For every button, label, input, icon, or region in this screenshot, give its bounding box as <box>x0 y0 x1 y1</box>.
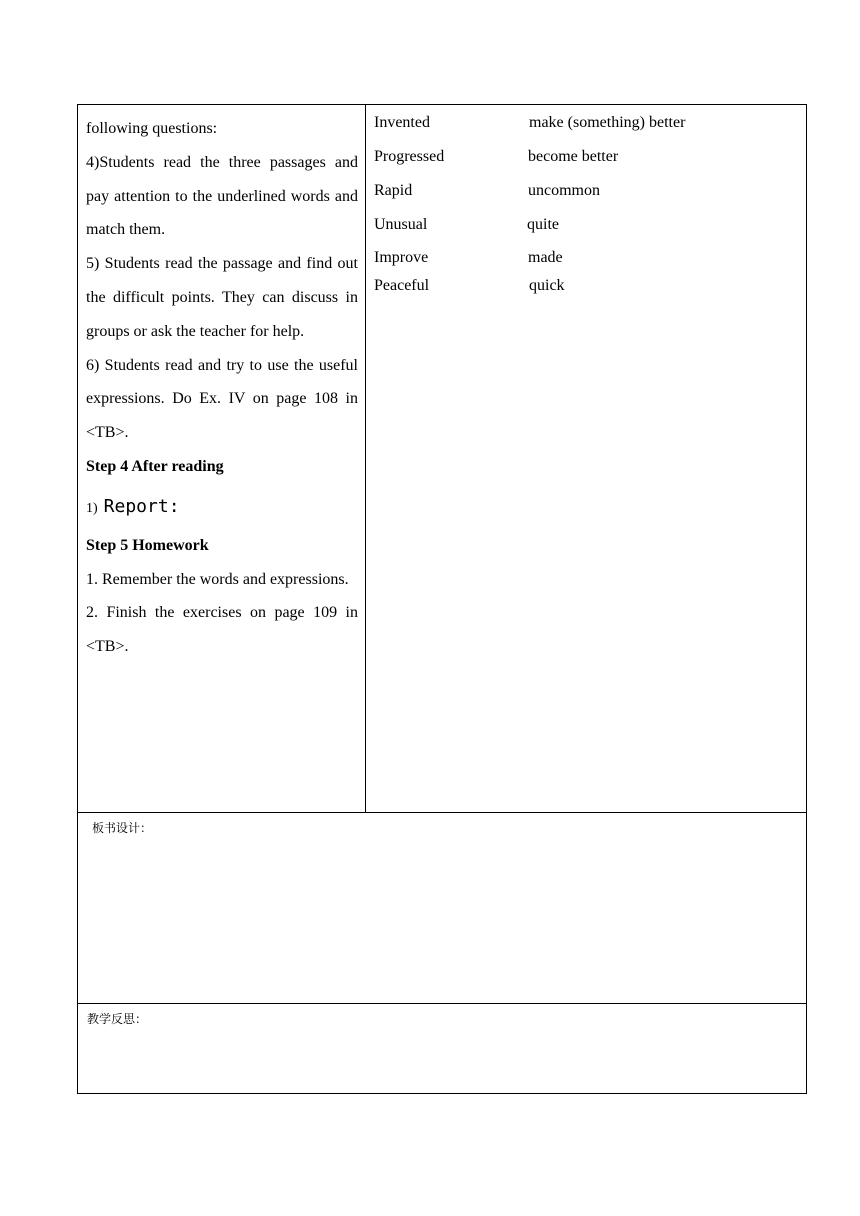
step4-heading: Step 4 After reading <box>86 457 224 475</box>
vocab-word: Progressed <box>374 148 445 165</box>
teaching-reflection-label: 教学反思： <box>87 1012 148 1026</box>
report-line <box>86 484 358 529</box>
vocab-meaning: quite <box>527 216 559 233</box>
board-design-label: 板书设计： <box>92 821 153 835</box>
board-design-row <box>78 813 806 1004</box>
step-item-4: 4)Students read the three passages and pay attention to the underlined words and match them. <box>86 153 358 239</box>
report-label: Report: <box>103 495 180 517</box>
procedure-row <box>78 105 806 813</box>
vocab-word: Invented <box>374 114 430 131</box>
vocab-word: Peaceful <box>374 277 430 294</box>
vocab-word: Unusual <box>374 216 428 233</box>
vocab-meaning: make (something) better <box>529 114 686 131</box>
vocab-match-cell <box>366 105 806 812</box>
vocab-word: Improve <box>374 249 429 266</box>
vocab-meaning: made <box>528 249 563 266</box>
procedure-text <box>86 112 358 664</box>
homework-item-2: 2. Finish the exercises on page 109 in <TB>. <box>86 604 358 656</box>
vocab-meaning: uncommon <box>528 182 600 199</box>
procedure-cell <box>78 105 366 812</box>
teaching-reflection-row <box>78 1004 806 1093</box>
step-item-5: 5) Students read the passage and find out the difficult points. They can discuss in groups or ask the teacher for help. <box>86 255 358 340</box>
homework-item-1: 1. Remember the words and expressions. <box>86 570 349 588</box>
lesson-plan-table <box>77 104 807 1094</box>
vocab-meaning: become better <box>528 148 619 165</box>
questions-line: following questions: <box>86 120 218 137</box>
step5-heading: Step 5 Homework <box>86 536 209 554</box>
vocab-meaning: quick <box>529 277 565 294</box>
vocab-word: Rapid <box>374 182 413 199</box>
step-item-6: 6) Students read and try to use the useful expressions. Do Ex. IV on page 108 in <TB>. <box>86 356 358 442</box>
report-number: 1) <box>86 500 98 516</box>
